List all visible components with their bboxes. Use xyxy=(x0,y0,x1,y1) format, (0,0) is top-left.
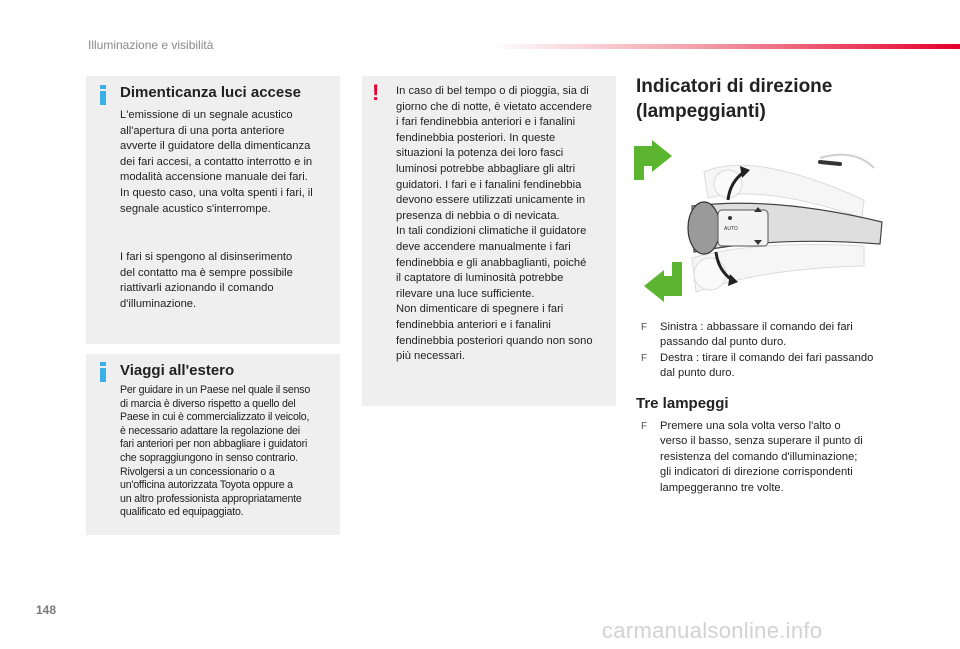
text-line: situazioni la potenza dei loro fasci xyxy=(396,147,564,160)
page-number: 148 xyxy=(36,603,57,617)
text-line: più necessari. xyxy=(396,350,466,363)
text-line: giorno che di notte, è vietato accendere xyxy=(396,100,592,113)
box-text-fog-lights xyxy=(396,84,612,365)
stalk-illustration xyxy=(634,140,898,306)
text-line: devono essere utilizzati unicamente in xyxy=(396,194,586,207)
green-arrow-left-icon xyxy=(644,262,682,302)
text-line: riattivarli azionando il comando xyxy=(120,282,274,295)
bullet-three-flashes xyxy=(641,419,896,496)
box-title-abroad: Viaggi all'estero xyxy=(120,362,235,379)
text-line: qualificato ed equipaggiato. xyxy=(120,506,244,519)
text-line: un'officina autorizzata Toyota oppure a xyxy=(120,479,293,492)
box-text-lights-on-1 xyxy=(120,108,336,217)
text-line: lampeggeranno tre volte. xyxy=(660,481,784,494)
text-line: Paese in cui è commercializzato il veicolo, xyxy=(120,411,310,424)
text-line: Destra : tirare il comando dei fari passando xyxy=(660,352,874,364)
warning-icon: ! xyxy=(372,80,380,105)
text-line: che sopraggiungono in senso contrario. xyxy=(120,451,298,464)
text-line: fari anteriori per non abbagliare i guidatori xyxy=(120,438,308,451)
text-line: modalità accensione manuale dei fari. xyxy=(120,171,308,184)
text-line: il captatore di luminosità potrebbe xyxy=(396,272,564,285)
box-text-abroad xyxy=(120,384,338,520)
text-line: dei fari accesi, a contatto interrotto e in xyxy=(120,155,313,168)
text-line: Premere una sola volta verso l'alto o xyxy=(660,420,841,432)
text-line: I fari si spengono al disinserimento xyxy=(120,251,293,263)
text-line: Rivolgersi a un concessionario o a xyxy=(120,465,275,478)
text-line: d'illuminazione. xyxy=(120,297,197,310)
text-line: segnale acustico s'interrompe. xyxy=(120,202,271,215)
text-line: fendinebbia posteriori. In queste xyxy=(396,131,556,144)
text-line: In questo caso, una volta spenti i fari, il xyxy=(120,186,313,199)
text-line: In caso di bel tempo o di pioggia, sia di xyxy=(396,85,589,97)
watermark: carmanualsonline.info xyxy=(602,618,823,643)
heading-line: (lampeggianti) xyxy=(636,101,766,122)
info-icon xyxy=(97,362,109,382)
text-line: passando dal punto duro. xyxy=(660,336,787,349)
heading-line: Indicatori di direzione xyxy=(636,76,833,97)
text-line: verso il basso, senza superare il punto di xyxy=(660,435,863,448)
section-title: Illuminazione e visibilità xyxy=(88,38,214,52)
text-line: è necessario adattare la regolazione dei xyxy=(120,424,300,437)
bullet-right-turn xyxy=(641,351,896,382)
box-text-lights-on-2 xyxy=(120,250,336,312)
text-line: del contatto ma è sempre possibile xyxy=(120,266,293,279)
bullet-marker: F xyxy=(641,322,648,333)
section-heading-three-flashes: Tre lampeggi xyxy=(636,395,729,412)
text-line: di marcia è diverso rispetto a quello del xyxy=(120,397,296,410)
green-arrow-right-icon xyxy=(634,140,672,180)
box-title-lights-on: Dimenticanza luci accese xyxy=(120,84,301,101)
text-line: rilevare una luce sufficiente. xyxy=(396,287,535,300)
text-line: resistenza del comando d'illuminazione; xyxy=(660,450,858,463)
text-line: avverte il guidatore della dimenticanza xyxy=(120,140,311,153)
text-line: Per guidare in un Paese nel quale il senso xyxy=(120,384,311,396)
stalk-ghost-down xyxy=(692,245,864,293)
bullet-marker: F xyxy=(641,353,648,364)
text-line: guidatori. I fari e i fanalini fendinebbia xyxy=(396,178,582,191)
text-line: luminosi potrebbe abbagliare gli altri xyxy=(396,162,576,175)
text-line: L'emissione di un segnale acustico xyxy=(120,109,293,121)
info-icon xyxy=(97,85,109,105)
text-line: presenza di nebbia o di nevicata. xyxy=(396,209,560,222)
text-line: Non dimenticare di spegnere i fari xyxy=(396,303,564,316)
auto-label: AUTO xyxy=(724,226,738,232)
text-line: Sinistra : abbassare il comando dei fari xyxy=(660,321,853,333)
text-line: un altro professionista appropriatamente xyxy=(120,492,302,505)
text-line: fendinebbia anteriori e i fanalini xyxy=(396,318,551,331)
text-line: fendinebbia posteriori quando non sono xyxy=(396,334,593,347)
text-line: fendinebbia e gli anabbaglianti, poiché xyxy=(396,256,587,269)
text-line: gli indicatori di direzione corrispondenti xyxy=(660,466,853,479)
section-heading-indicators xyxy=(636,74,832,124)
bullet-marker: F xyxy=(641,421,648,432)
text-line: In tali condizioni climatiche il guidatore xyxy=(396,225,587,238)
text-line: dal punto duro. xyxy=(660,367,735,380)
text-line: deve accendere manualmente i fari xyxy=(396,240,571,253)
text-line: i fari fendinebbia anteriori e i fanalini xyxy=(396,116,576,129)
text-line: all'apertura di una porta anteriore xyxy=(120,124,285,137)
header-accent-bar xyxy=(490,44,960,49)
bullet-left-turn xyxy=(641,320,896,351)
